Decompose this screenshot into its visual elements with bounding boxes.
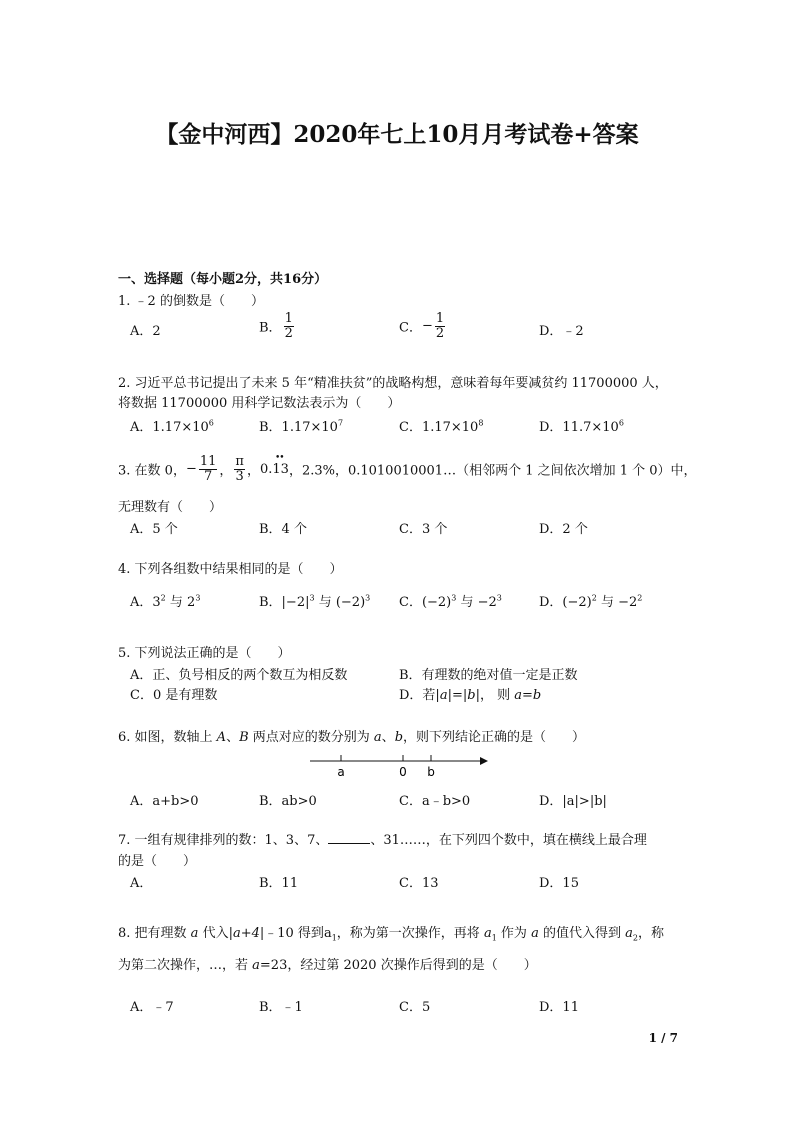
q2-option-c: C．$1.17\times 10^8$ [399,418,484,435]
question-1-stem: 1. ﹣2 的倒数是（ ） [118,294,264,309]
q4-option-d: D．$(-2)^2$ 与 $-2^2$ [539,593,643,610]
axis-label-zero: 0 [399,765,407,779]
question-3-stem-line2: 无理数有（ ） [118,500,223,515]
q7-option-d: D．15 [539,876,579,891]
q3-option-d: D．2 个 [539,522,588,537]
question-3-stem-line1: 3. 在数 0，− $\frac{11}{7}$ ， $\frac{\pi}{3}$ ， •• 0.13，2.3%，0.1010010001…（相邻两个 1 之间依次增加 1 个 0）中， [118,452,697,484]
q4-option-c: C．$(-2)^3$ 与 $-2^3$ [399,593,502,610]
axis-label-a: a [337,765,345,779]
q3-option-a: A．5 个 [130,522,178,537]
repeating-dots: •• [274,452,284,463]
question-5-stem: 5. 下列说法正确的是（ ） [118,646,291,661]
q8-option-a: A．﹣7 [130,1000,174,1015]
q5-option-c: C．0 是有理数 [130,688,218,703]
q8-option-c: C．5 [399,1000,431,1015]
answer-blank [328,833,370,844]
question-2-stem-line1: 2. 习近平总书记提出了未来 5 年“精准扶贫”的战略构想，意味着每年要减贫约 11700000 人， [118,376,668,391]
q7-option-c: C．13 [399,876,439,891]
q4-option-b: B．$|-2|^3$ 与 $(-2)^3$ [259,593,371,610]
question-4-stem: 4. 下列各组数中结果相同的是（ ） [118,562,343,577]
q5-option-a: A．正、负号相反的两个数互为相反数 [130,668,348,683]
axis-label-b: b [427,765,435,779]
q7-option-a: A． [130,876,153,891]
q2-option-b: B．$1.17\times 10^7$ [259,418,344,435]
q7-option-b: B．11 [259,876,299,891]
q8-option-b: B．﹣1 [259,1000,303,1015]
section-heading: 一、选择题（每小题2分，共16分） [118,272,328,287]
question-7-stem-line1: 7. 一组有规律排列的数：1、3、7、 、31……，在下列四个数中，填在横线上最合理 [118,833,647,848]
q1-option-a: A．2 [130,324,161,339]
number-line-diagram [300,748,500,782]
q8-option-d: D．11 [539,1000,579,1015]
question-7-stem-line2: 的是（ ） [118,854,197,869]
q1-option-d: D．﹣2 [539,324,584,339]
page-title: 【金中河西】2020年七上10月月考试卷+答案 [155,121,639,148]
q1-option-c: C．− $\frac{1}{2}$ [399,311,445,341]
q2-option-a: A．$1.17\times 10^6$ [130,418,214,435]
question-8-stem-line1: 8. 把有理数 a 代入|a+4|﹣10 得到$a_1$，称为第一次操作，再将 $a_1$ 作为 a 的值代入得到 $a_2$，称 [118,926,664,943]
q3-option-b: B．4 个 [259,522,307,537]
q4-option-a: A．$3^2$ 与 $2^3$ [130,593,201,610]
question-8-stem-line2: 为第二次操作，…，若 a=23，经过第 2020 次操作后得到的是（ ） [118,958,537,973]
q6-option-a: A．a+b>0 [130,794,199,809]
q5-option-b: B．有理数的绝对值一定是正数 [399,668,578,683]
q6-option-c: C．a﹣b>0 [399,794,471,809]
q3-option-c: C．3 个 [399,522,448,537]
number-line-arrow [480,757,488,765]
question-6-stem: 6. 如图，数轴上 A、B 两点对应的数分别为 a、b，则下列结论正确的是（ ） [118,730,586,745]
q1-option-b: B． $\frac{1}{2}$ [259,311,293,341]
q6-option-b: B．ab>0 [259,794,317,809]
question-2-stem-line2: 将数据 11700000 用科学记数法表示为（ ） [118,396,401,411]
q5-option-d: D．若|a|=|b|， 则 a=b [399,688,542,703]
page-number: 1 / 7 [648,1031,678,1045]
q6-option-d: D．|a|>|b| [539,794,607,809]
q2-option-d: D．$11.7\times 10^6$ [539,418,624,435]
